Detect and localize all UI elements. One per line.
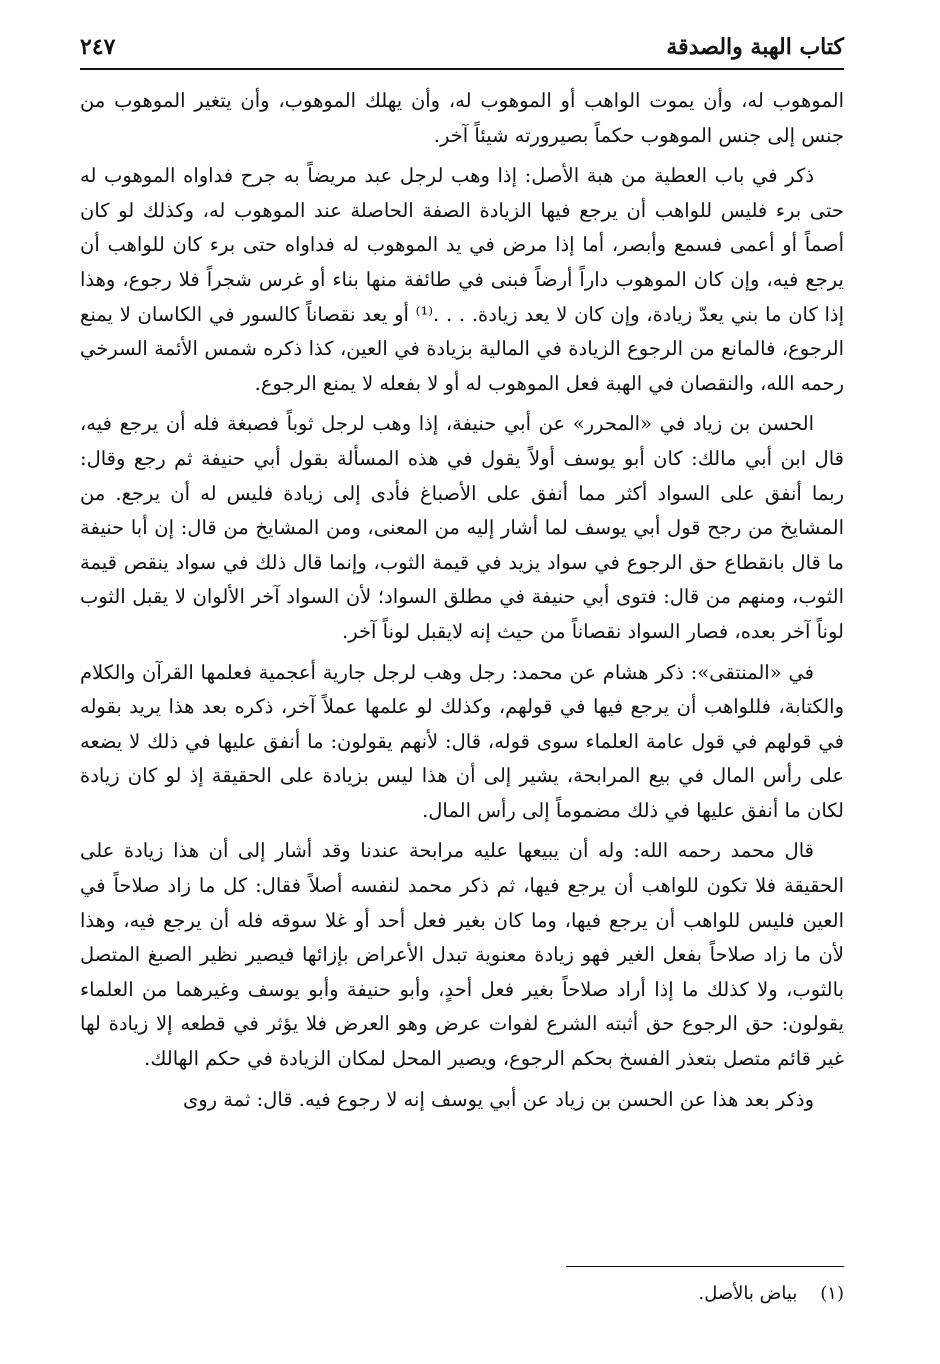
paragraph-2: ذكر في باب العطية من هبة الأصل: إذا وهب لرجل عبد مريضاً به جرح فداواه الموهوب له حتى برء فليس للواهب أن يرجع فيها الزيادة الصفة الحاصلة عند الموهوب له، وكذلك لو كان أصماً أو أعمى فسمع وأبصر، أما إذا مرض في يد الموهوب له فداواه حتى برء كان للواهب أن يرجع فيه، وإن كان الموهوب داراً أرضاً فبنى في طائفة منها بناء أو غرس شجراً فلا رجوع، وهذا إذا كان ما بني يعدّ زيادة، وإن كان لا يعد زيادة. . . .⁽¹⁾ أو يعد نقصاناً كالسور في الكاسان لا يمنع الرجوع، فالمانع من الرجوع الزيادة في المالية بزيادة في العين، كذا ذكره شمس الأئمة السرخي رحمه الله، والنقصان في الهبة فعل الموهوب له أو لا بفعله لا يمنع الرجوع. xyxy=(80,164,844,395)
main-text xyxy=(80,84,844,1123)
paragraph-1: الموهوب له، وأن يموت الواهب أو الموهوب له، وأن يهلك الموهوب، وأن يتغير الموهوب من جنس إلى جنس الموهوب حكماً بصيرورته شيئاً آخر. xyxy=(80,89,844,147)
paragraph-5: قال محمد رحمه الله: وله أن يبيعها عليه مرابحة عندنا وقد أشار إلى أن هذا زيادة على الحقيقة فلا تكون للواهب أن يرجع فيها، ثم ذكر محمد لنفسه أصلاً فقال: كل ما زاد صلاحاً في العين فليس للواهب أن يرجع فيها، وما كان بغير فعل أحد أو غلا سوقه فله أن يرجع فيه، وهذا لأن ما زاد صلاحاً بفعل الغير فهو زيادة معنوية تبدل الأعراض بإزائها فيصير نظير الصبغ المتصل بالثوب، ولا كذلك ما إذا أراد صلاحاً بغير فعل أحدٍ، وأبو حنيفة وأبو يوسف وغيرهما من العلماء يقولون: حق الرجوع حق أثبته الشرع لفوات عرض وهو العرض فلا يؤثر في قطعه إلا زيادة لها غير قائم متصل بتعذر الفسخ بحكم الرجوع، ويصير المحل لمكان الزيادة في حكم الهالك. xyxy=(80,839,844,1071)
paragraph-6: وذكر بعد هذا عن الحسن بن زياد عن أبي يوسف إنه لا رجوع فيه. قال: ثمة روى xyxy=(182,1087,814,1111)
header-rule xyxy=(80,68,844,70)
paragraph-3: الحسن بن زياد في «المحرر» عن أبي حنيفة، إذا وهب لرجل ثوباً فصبغة فله أن يرجع فيه، قال ابن أبي مالك: كان أبو يوسف أولاً يقول في هذه المسألة بقول أبي حنيفة ثم رجع وقال: ربما أنفق على السواد أكثر مما أنفق على الأصباغ فأدى إلى زيادة فليس له أن يرجع. من المشايخ من رجح قول أبي يوسف لما أشار إليه من المعنى، ومن المشايخ من قال: إن أبا حنيفة ما قال بانقطاع حق الرجوع في سواد يزيد في قيمة الثوب، وإنما قال ذلك في سواد ينقص قيمة الثوب، ومنهم من قال: فتوى أبي حنيفة في مطلق السواد؛ لأن السواد آخر الألوان لا يقبل الثوب لوناً آخر بعده، فصار السواد نقصاناً من حيث إنه لايقبل لوناً آخر. xyxy=(80,412,844,643)
footnote-rule xyxy=(566,1266,844,1267)
page-header xyxy=(80,30,844,66)
footnote xyxy=(699,1280,844,1308)
footnote-text: بياض بالأصل. xyxy=(698,1283,798,1304)
page-number: ٢٤٧ xyxy=(80,34,116,60)
paragraph-4: في «المنتقى»: ذكر هشام عن محمد: رجل وهب لرجل جارية أعجمية فعلمها القرآن والكلام والكتابة، فللواهب أن يرجع فيها في قولهم، وكذلك لو علمها عملاً آخر، ذكره بعد هذا يريد بقوله في قولهم في قول عامة العلماء سوى قوله، قال: لأنهم يقولون: ما أنفق عليها في ذلك لا يضعه على رأس المال في بيع المرابحة، يشير إلى أن هذا ليس بزيادة على الحقيقة إذ لو كان زيادة لكان ما أنفق عليها في ذلك مضموماً إلى رأس المال. xyxy=(80,660,844,822)
footnote-marker: (١) xyxy=(820,1283,844,1304)
running-title: كتاب الهبة والصدقة xyxy=(666,34,844,60)
